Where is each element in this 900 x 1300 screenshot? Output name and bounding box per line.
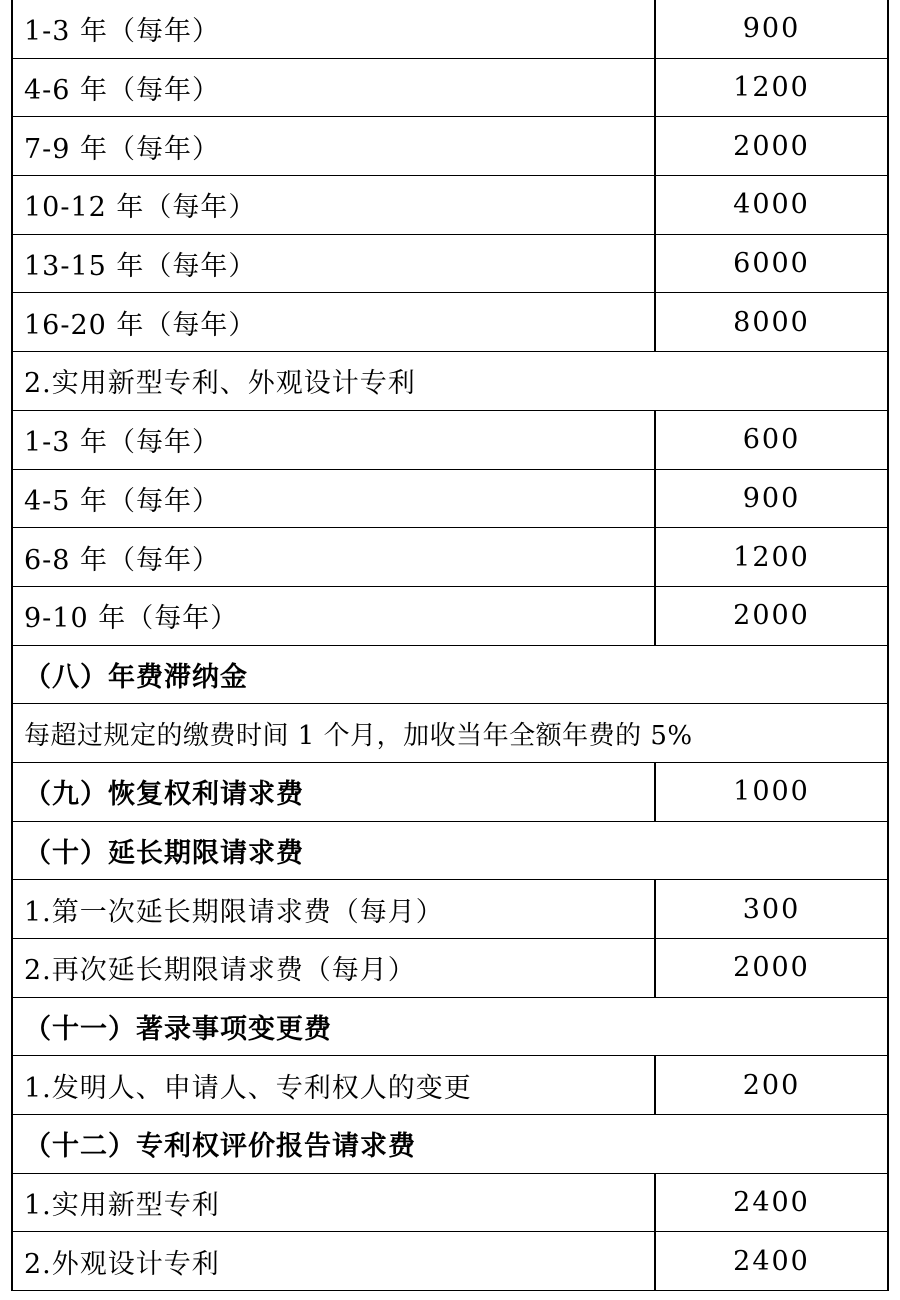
table-row <box>13 1174 887 1233</box>
fee-amount: 300 <box>654 880 887 938</box>
fee-item-label: 1-3 年（每年） <box>24 16 221 48</box>
fee-item-label: 4-5 年（每年） <box>24 485 221 517</box>
fee-amount: 1000 <box>654 763 887 821</box>
fee-amount: 4000 <box>654 176 887 234</box>
table-note-row <box>13 704 887 763</box>
table-row <box>13 763 887 822</box>
table-row <box>13 880 887 939</box>
table-row <box>13 1232 887 1291</box>
fee-item-label: （九）恢复权利请求费 <box>24 779 304 811</box>
table-row <box>13 470 887 529</box>
fee-table <box>11 0 889 1291</box>
table-row <box>13 528 887 587</box>
fee-item-label: 9-10 年（每年） <box>24 603 239 635</box>
table-section-row <box>13 352 887 411</box>
fee-amount: 2400 <box>654 1232 887 1290</box>
fee-amount: 2000 <box>654 587 887 645</box>
fee-item-label: 2.外观设计专利 <box>24 1248 220 1280</box>
fee-amount: 900 <box>654 0 887 58</box>
fee-item-label: 10-12 年（每年） <box>24 192 257 224</box>
fee-item-label: 2.再次延长期限请求费（每月） <box>24 955 416 987</box>
table-section-row <box>13 1115 887 1174</box>
fee-item-label: 4-6 年（每年） <box>24 75 221 107</box>
fee-item-label: 每超过规定的缴费时间 1 个月，加收当年全额年费的 5% <box>24 720 693 751</box>
fee-item-label: 16-20 年（每年） <box>24 309 257 341</box>
table-row <box>13 411 887 470</box>
table-row <box>13 235 887 294</box>
fee-amount: 8000 <box>654 293 887 351</box>
fee-item-label: 1-3 年（每年） <box>24 427 221 459</box>
fee-item-label: （十）延长期限请求费 <box>24 837 304 869</box>
fee-item-label: 13-15 年（每年） <box>24 251 257 283</box>
fee-amount: 2000 <box>654 939 887 997</box>
fee-amount: 2400 <box>654 1174 887 1232</box>
table-row <box>13 0 887 59</box>
fee-amount: 200 <box>654 1056 887 1114</box>
fee-item-label: 7-9 年（每年） <box>24 133 221 165</box>
fee-amount: 600 <box>654 411 887 469</box>
table-row <box>13 176 887 235</box>
table-section-row <box>13 998 887 1057</box>
table-row <box>13 59 887 118</box>
fee-amount: 1200 <box>654 528 887 586</box>
table-section-row <box>13 646 887 705</box>
table-row <box>13 117 887 176</box>
fee-item-label: 1.发明人、申请人、专利权人的变更 <box>24 1072 472 1104</box>
fee-item-label: （八）年费滞纳金 <box>24 661 248 693</box>
fee-amount: 900 <box>654 470 887 528</box>
table-row <box>13 587 887 646</box>
table-row <box>13 293 887 352</box>
fee-item-label: 1.实用新型专利 <box>24 1190 220 1222</box>
fee-item-label: 6-8 年（每年） <box>24 544 221 576</box>
fee-item-label: （十二）专利权评价报告请求费 <box>24 1131 416 1163</box>
fee-amount: 1200 <box>654 59 887 117</box>
fee-item-label: （十一）著录事项变更费 <box>24 1014 332 1046</box>
table-row <box>13 1056 887 1115</box>
table-section-row <box>13 822 887 881</box>
table-row <box>13 939 887 998</box>
fee-item-label: 2.实用新型专利、外观设计专利 <box>24 368 416 400</box>
fee-item-label: 1.第一次延长期限请求费（每月） <box>24 896 444 928</box>
fee-amount: 2000 <box>654 117 887 175</box>
fee-amount: 6000 <box>654 235 887 293</box>
